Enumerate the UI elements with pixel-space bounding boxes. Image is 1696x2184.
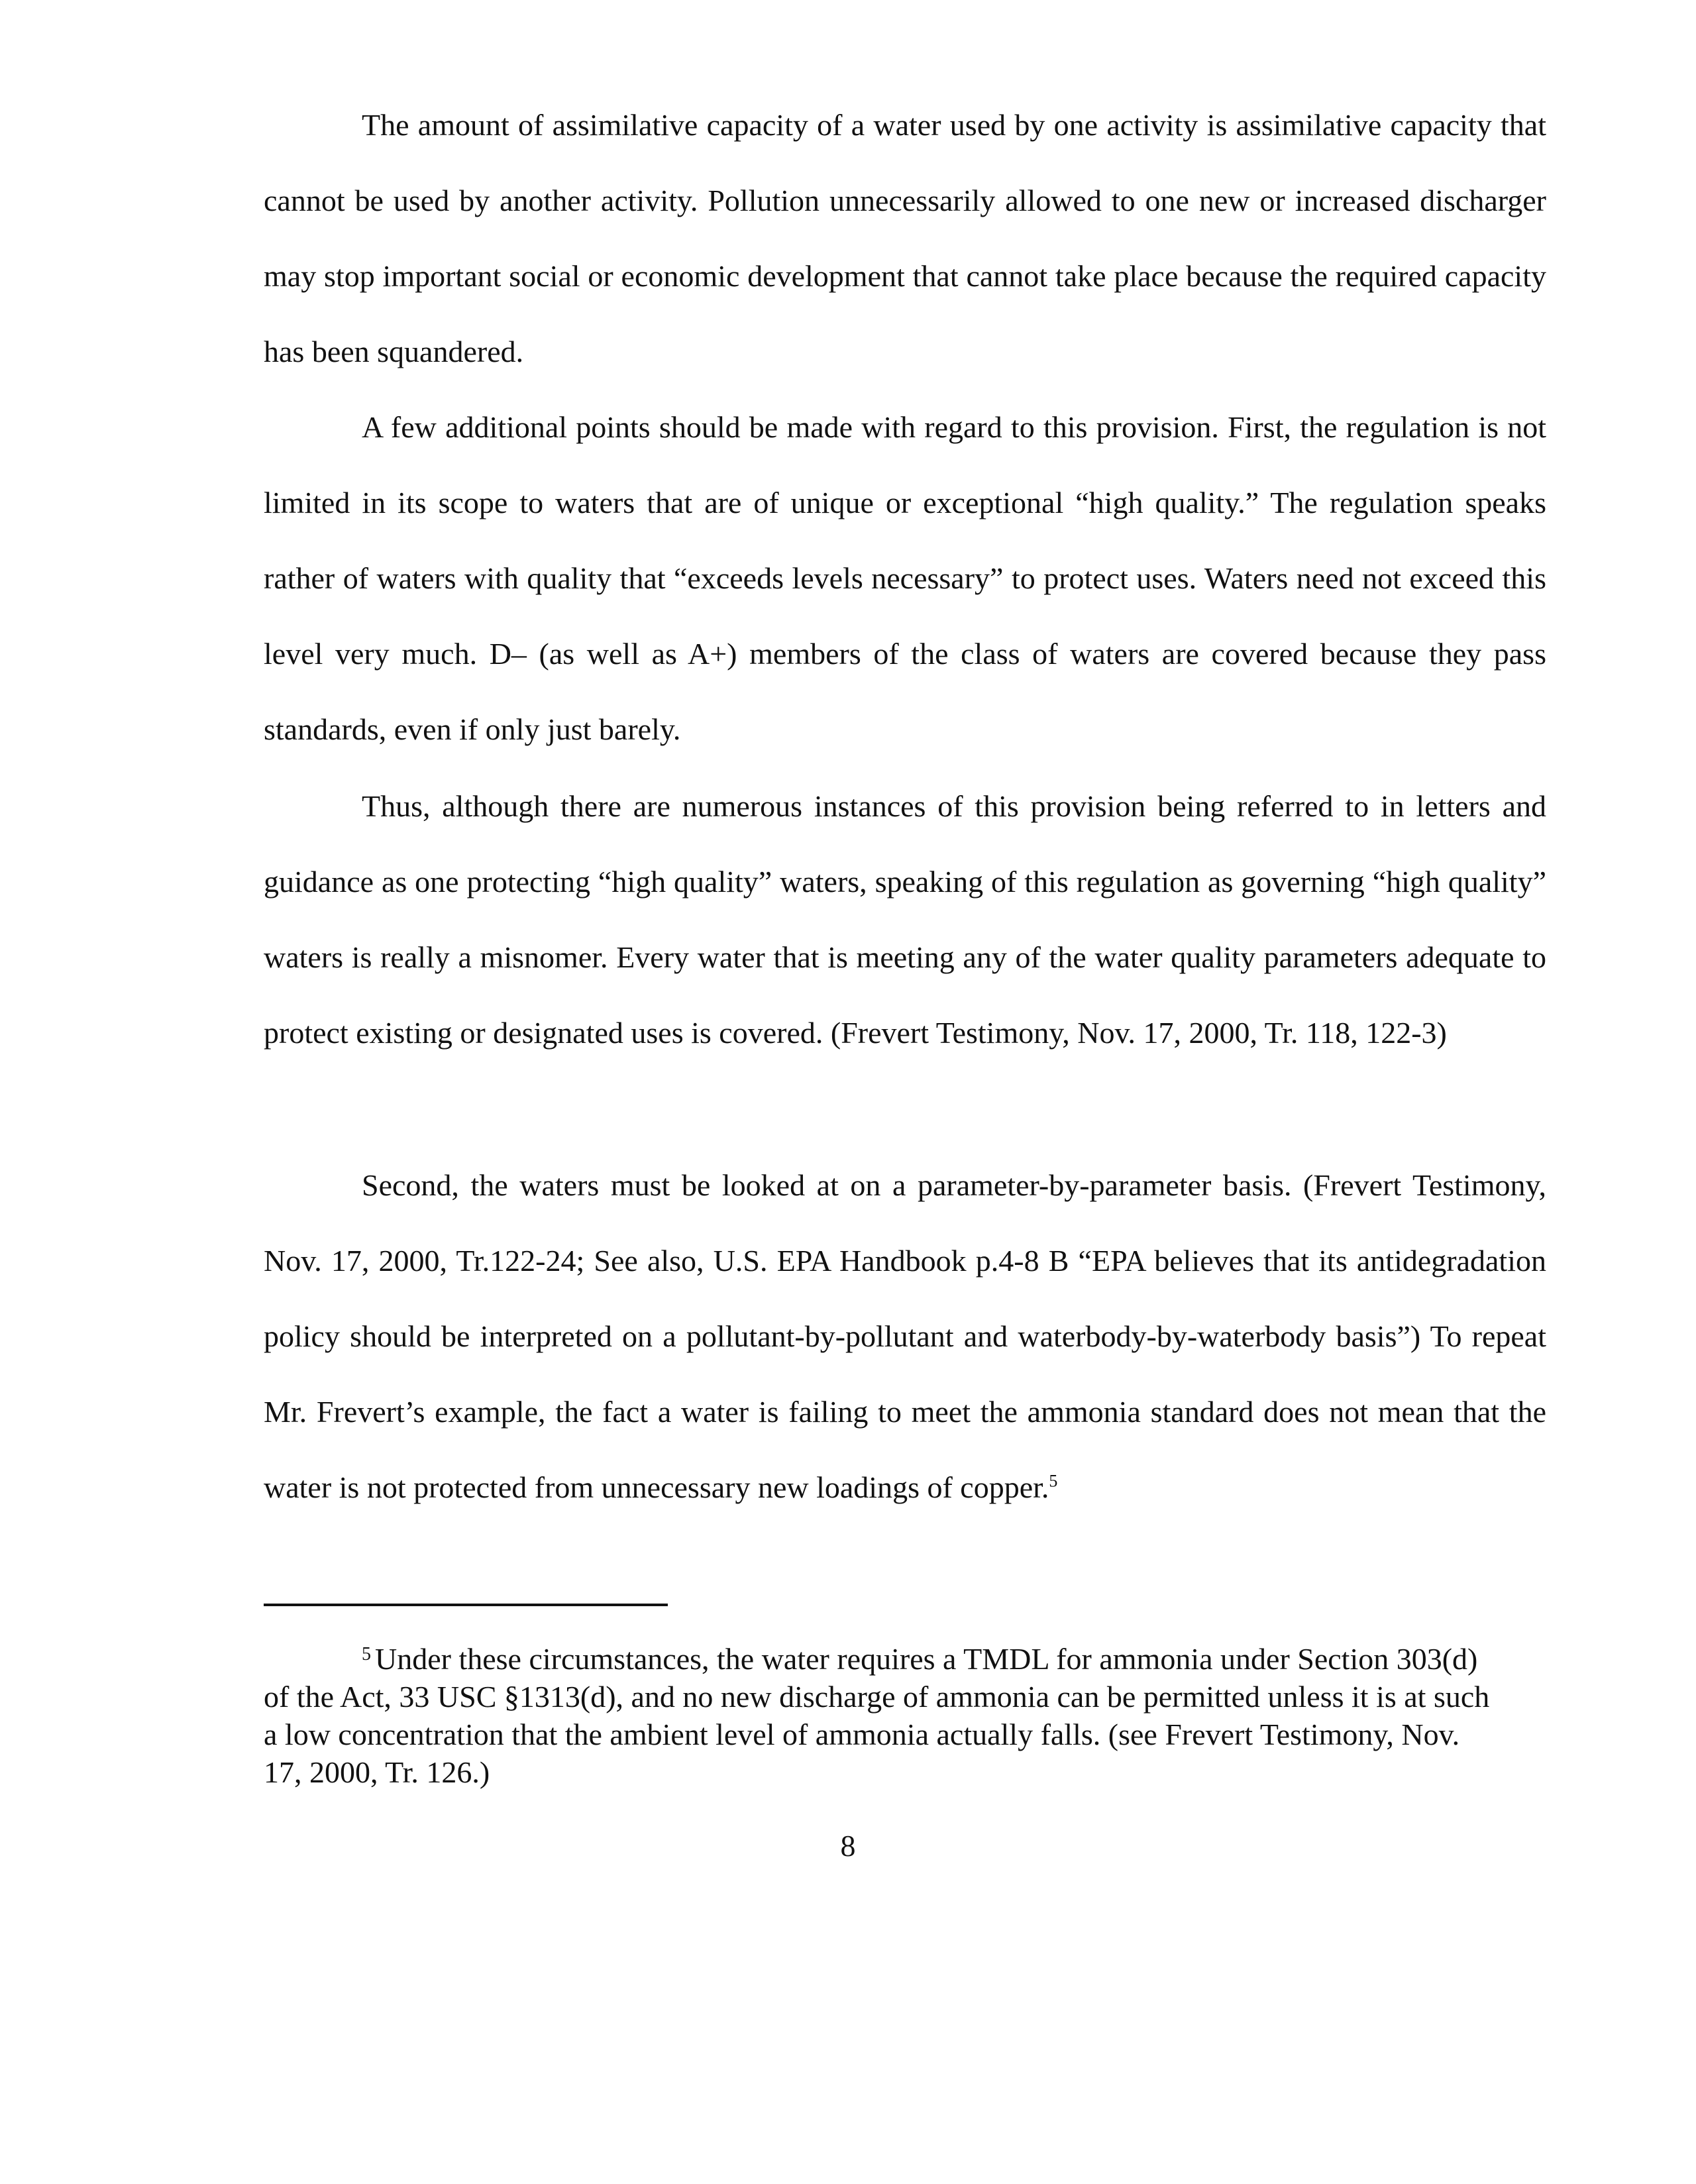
footnote	[264, 1635, 1500, 1791]
body-paragraph-4	[264, 1148, 1546, 1525]
footnote-text: Under these circumstances, the water requires a TMDL for ammonia under Section 303(d) of the Act, 33 USC §1313(d), and no new discharge of ammonia can be permitted unless it is at such a low concentration that the ambient level of ammonia actually falls. (see Frevert Testimony, Nov. 17, 2000, Tr. 126.)	[264, 1642, 1490, 1789]
body-paragraph-4-text: Second, the waters must be looked at on a parameter-by-parameter basis. (Frevert Testimony, Nov. 17, 2000, Tr.122-24; See also, U.S. EPA Handbook p.4-8 B “EPA believes that its antidegradation policy should be interpreted on a pollutant-by-pollutant and waterbody-by-waterbody basis”) To repeat Mr. Frevert’s example, the fact a water is failing to meet the ammonia standard does not mean that the water is not protected from unnecessary new loadings of copper.	[264, 1168, 1546, 1504]
footnote-reference[interactable]: 5	[1049, 1471, 1058, 1491]
page-number: 8	[840, 1829, 856, 1863]
footnote-marker: 5	[362, 1644, 371, 1665]
body-paragraph-1: The amount of assimilative capacity of a water used by one activity is assimilative capacity that cannot be used by another activity. Pollution unnecessarily allowed to one new or increased discharger may stop important social or economic development that cannot take place because the required capacity has been squandered.	[264, 108, 1546, 368]
body-paragraph-2: A few additional points should be made with regard to this provision. First, the regulation is not limited in its scope to waters that are of unique or exceptional “high quality.” The regulation speaks rather of waters with quality that “exceeds levels necessary” to protect uses. Waters need not exceed this level very much. D– (as well as A+) members of the class of waters are covered because they pass standards, even if only just barely.	[264, 410, 1546, 746]
footnote-separator	[264, 1604, 668, 1606]
body-paragraph-3: Thus, although there are numerous instances of this provision being referred to in letters and guidance as one protecting “high quality” waters, speaking of this regulation as governing “high quality” waters is really a misnomer. Every water that is meeting any of the water quality parameters adequate to protect existing or designated uses is covered. (Frevert Testimony, Nov. 17, 2000, Tr. 118, 122-3)	[264, 789, 1546, 1050]
